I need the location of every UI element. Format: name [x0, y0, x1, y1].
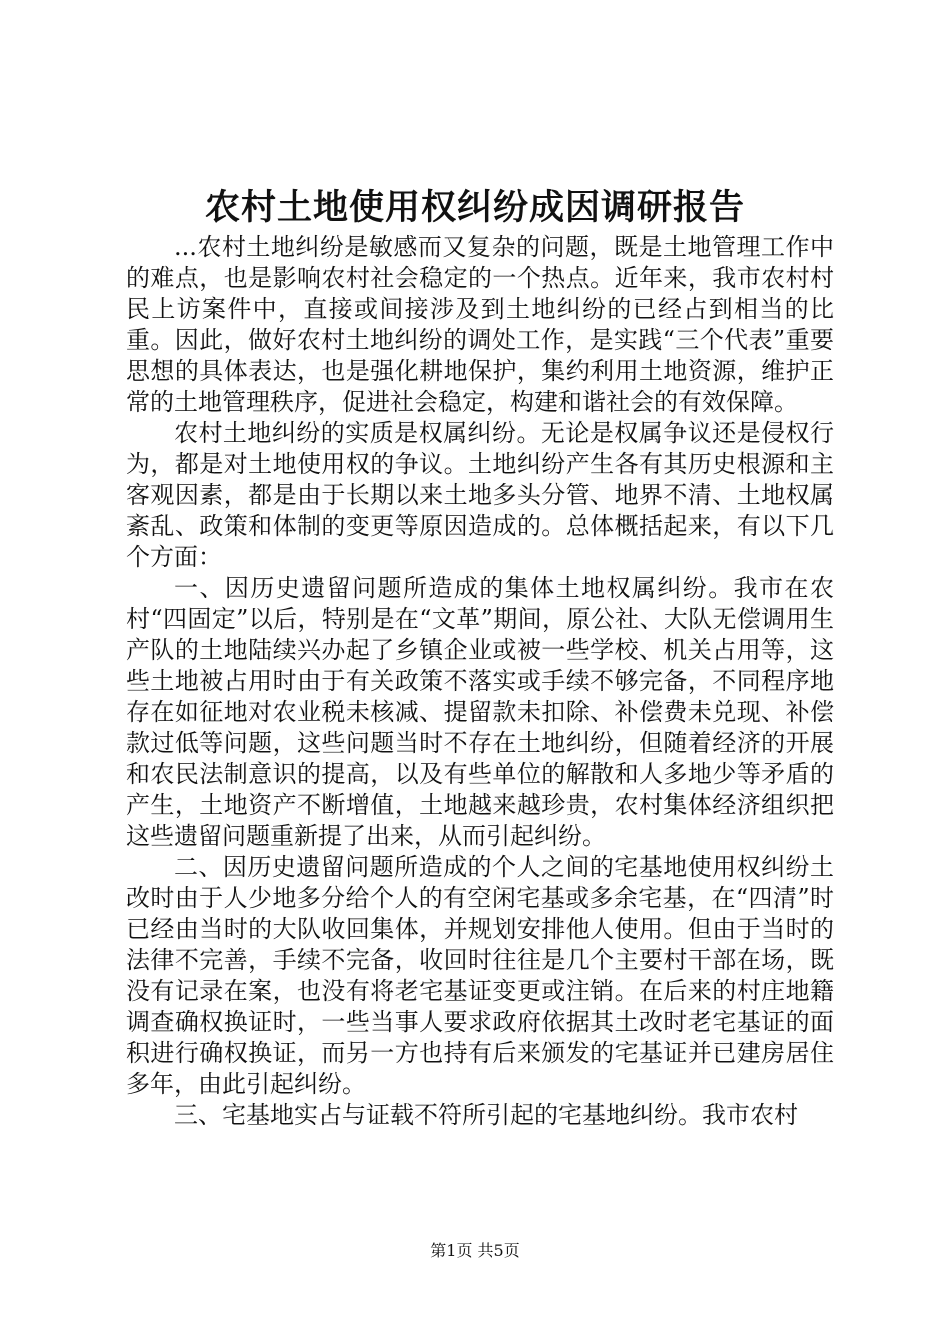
page-number-footer: 第1页 共5页	[430, 1241, 520, 1260]
document-title: 农村土地使用权纠纷成因调研报告	[204, 188, 745, 228]
paragraph-essence: 农村土地纠纷的实质是权属纠纷。无论是权属争议还是侵权行为，都是对土地使用权的争议。土地纠纷产生各有其历史根源和主客观因素，都是由于长期以来土地多头分管、地界不清、土地权属紊乱、政策和体制的变更等原因造成的。总体概括起来，有以下几个方面：	[126, 419, 834, 571]
paragraph-cause-1: 一、因历史遗留问题所造成的集体土地权属纠纷。我市在农村“四固定”以后，特别是在“文革”期间，原公社、大队无偿调用生产队的土地陆续兴办起了乡镇企业或被一些学校、机关占用等，这些土地被占用时由于有关政策不落实或手续不够完备，不同程序地存在如征地对农业税未核减、提留款未扣除、补偿费未兑现、补偿款过低等问题，这些问题当时不存在土地纠纷，但随着经济的开展和农民法制意识的提高，以及有些单位的解散和人多地少等矛盾的产生，土地资产不断增值，土地越来越珍贵，农村集体经济组织把这些遗留问题重新提了出来，从而引起纠纷。	[126, 574, 834, 850]
paragraph-intro: ...农村土地纠纷是敏感而又复杂的问题，既是土地管理工作中的难点，也是影响农村社会稳定的一个热点。近年来，我市农村村民上访案件中，直接或间接涉及到土地纠纷的已经占到相当的比重。因此，做好农村土地纠纷的调处工作，是实践“三个代表”重要思想的具体表达，也是强化耕地保护，集约利用土地资源，维护正常的土地管理秩序，促进社会稳定，构建和谐社会的有效保障。	[126, 233, 834, 416]
paragraph-cause-2: 二、因历史遗留问题所造成的个人之间的宅基地使用权纠纷土改时由于人少地多分给个人的有空闲宅基或多余宅基，在“四清”时已经由当时的大队收回集体，并规划安排他人使用。但由于当时的法律不完善，手续不完备，收回时往往是几个主要村干部在场，既没有记录在案，也没有将老宅基证变更或注销。在后来的村庄地籍调查确权换证时，一些当事人要求政府依据其土改时老宅基证的面积进行确权换证，而另一方也持有后来颁发的宅基证并已建房居住多年，由此引起纠纷。	[126, 853, 834, 1098]
document-body	[126, 232, 834, 1131]
paragraph-cause-3: 三、宅基地实占与证载不符所引起的宅基地纠纷。我市农村	[174, 1101, 798, 1129]
